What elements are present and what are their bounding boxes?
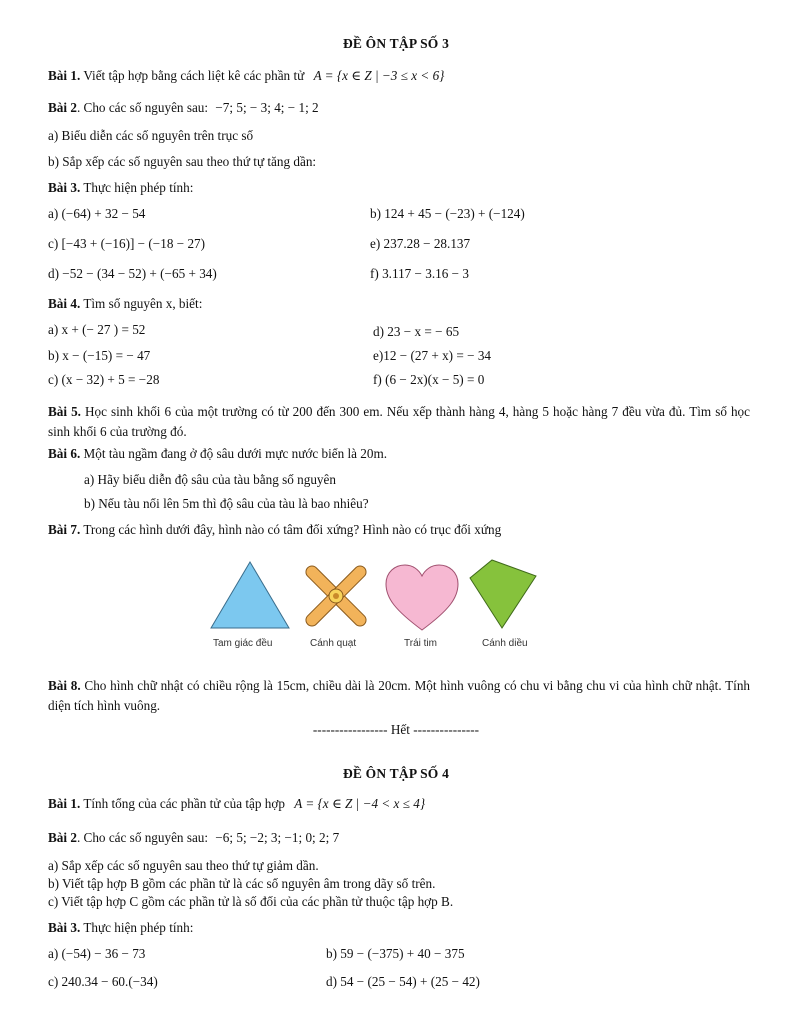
- exam3-bai2-a: a) Biểu diễn các số nguyên trên trục số: [48, 128, 254, 143]
- heart-figure: [385, 564, 459, 632]
- end-marker: ----------------- Hết ---------------: [312, 722, 480, 737]
- exam4-bai2: [48, 830, 339, 847]
- exam3-bai4-text: Tìm số nguyên x, biết:: [83, 296, 203, 311]
- exam3-bai2: [48, 100, 319, 117]
- fan-blades-figure: [298, 560, 374, 632]
- exam4-bai3-label: Bài 3.: [48, 920, 81, 935]
- exam3-bai6-a: a) Hãy biểu diễn độ sâu của tàu bằng số nguyên: [84, 472, 336, 487]
- exam3-bai6-b: b) Nếu tàu nổi lên 5m thì độ sâu của tàu là bao nhiêu?: [84, 496, 369, 511]
- exam3-bai7: [48, 522, 501, 539]
- exam3-bai4-b: b) x − (−15) = − 47: [48, 348, 151, 363]
- exam4-bai3: [48, 920, 193, 937]
- exam3-bai1-label: Bài 1.: [48, 68, 81, 83]
- exam3-bai8-text: Cho hình chữ nhật có chiều rộng là 15cm, chiều dài là 20cm. Một hình vuông có chu vi bằng chu vi của hình chữ nhật. Tính diện tích hình vuông.: [48, 678, 751, 713]
- exam3-bai4-label: Bài 4.: [48, 296, 81, 311]
- exam3-bai3-b: b) 124 + 45 − (−23) + (−124): [370, 206, 525, 221]
- exam4-bai3-text: Thực hiện phép tính:: [83, 920, 194, 935]
- exam3-bai5-text: Học sinh khối 6 của một trường có từ 200 đến 300 em. Nếu xếp thành hàng 4, hàng 5 hoặc hàng 7 đều vừa đủ. Tìm số học sinh khối 6 của trường đó.: [48, 404, 750, 439]
- exam3-bai3-a: a) (−64) + 32 − 54: [48, 206, 146, 221]
- exam3-bai5-label: Bài 5.: [48, 404, 81, 419]
- caption-fan: Cánh quạt: [310, 638, 357, 649]
- exam4-bai2-label: Bài 2: [48, 830, 77, 845]
- exam3-bai3-c: c) [−43 + (−16)] − (−18 − 27): [48, 236, 206, 251]
- exam3-bai3-f: f) 3.117 − 3.16 − 3: [370, 266, 469, 281]
- exam3-bai6-label: Bài 6.: [48, 446, 81, 461]
- exam4-bai3-c: c) 240.34 − 60.(−34): [48, 974, 158, 989]
- exam3-bai4-c: c) (x − 32) + 5 = −28: [48, 372, 160, 387]
- exam3-bai5: [48, 402, 750, 442]
- exam4-bai1-math: A = {x ∈ Z | −4 < x ≤ 4}: [294, 796, 426, 811]
- exam3-bai1-math: A = {x ∈ Z | −3 ≤ x < 6}: [313, 68, 445, 83]
- exam4-bai1: [48, 796, 425, 813]
- exam3-bai4-d: d) 23 − x = − 65: [373, 324, 460, 339]
- exam3-bai4-a: a) x + (− 27 ) = 52: [48, 322, 146, 337]
- exam3-bai2-text: . Cho các số nguyên sau:: [76, 100, 209, 115]
- exam3-bai3: [48, 180, 193, 197]
- exam3-bai2-b: b) Sắp xếp các số nguyên sau theo thứ tự tăng dần:: [48, 154, 317, 169]
- exam4-bai2-text: . Cho các số nguyên sau:: [76, 830, 209, 845]
- exam4-bai3-d: d) 54 − (25 − 54) + (25 − 42): [326, 974, 480, 989]
- exam3-bai1: [48, 68, 444, 85]
- exam3-bai1-text: Viết tập hợp bằng cách liệt kê các phần tử: [83, 68, 305, 83]
- exam3-bai4: [48, 296, 202, 313]
- equilateral-triangle-figure: [209, 560, 291, 630]
- exam4-bai1-text: Tính tổng của các phần tử của tập hợp: [83, 796, 285, 811]
- exam4-bai2-a: a) Sắp xếp các số nguyên sau theo thứ tự giảm dần.: [48, 858, 319, 873]
- exam3-bai3-e: e) 237.28 − 28.137: [370, 236, 471, 251]
- caption-heart: Trái tim: [404, 638, 437, 649]
- caption-triangle: Tam giác đều: [213, 638, 273, 649]
- exam4-title: ĐỀ ÔN TẬP SỐ 4: [342, 766, 450, 781]
- exam3-bai7-label: Bài 7.: [48, 522, 81, 537]
- exam3-bai7-text: Trong các hình dưới đây, hình nào có tâm đối xứng? Hình nào có trục đối xứng: [83, 522, 502, 537]
- exam3-title: ĐỀ ÔN TẬP SỐ 3: [342, 36, 450, 51]
- kite-figure: [468, 558, 538, 630]
- exam3-bai4-f: f) (6 − 2x)(x − 5) = 0: [373, 372, 485, 387]
- exam3-bai2-math: −7; 5; − 3; 4; − 1; 2: [215, 100, 319, 115]
- exam3-bai8-label: Bài 8.: [48, 678, 81, 693]
- exam4-bai2-b: b) Viết tập hợp B gồm các phần tử là các số nguyên âm trong dãy số trên.: [48, 876, 436, 891]
- exam3-bai4-e: e)12 − (27 + x) = − 34: [373, 348, 492, 363]
- exam4-bai2-c: c) Viết tập hợp C gồm các phần tử là số đối của các phần tử thuộc tập hợp B.: [48, 894, 454, 909]
- exam4-bai3-b: b) 59 − (−375) + 40 − 375: [326, 946, 465, 961]
- exam4-bai2-math: −6; 5; −2; 3; −1; 0; 2; 7: [215, 830, 340, 845]
- caption-kite: Cánh diều: [482, 638, 528, 649]
- exam3-bai3-label: Bài 3.: [48, 180, 81, 195]
- exam3-bai3-d: d) −52 − (34 − 52) + (−65 + 34): [48, 266, 217, 281]
- exam4-bai3-a: a) (−54) − 36 − 73: [48, 946, 146, 961]
- exam3-bai6: [48, 446, 387, 463]
- exam4-bai1-label: Bài 1.: [48, 796, 81, 811]
- exam3-bai2-label: Bài 2: [48, 100, 77, 115]
- exam3-bai3-text: Thực hiện phép tính:: [83, 180, 194, 195]
- exam3-bai6-text: Một tàu ngầm đang ở độ sâu dưới mực nước biển là 20m.: [83, 446, 388, 461]
- exam3-bai8: [48, 676, 750, 716]
